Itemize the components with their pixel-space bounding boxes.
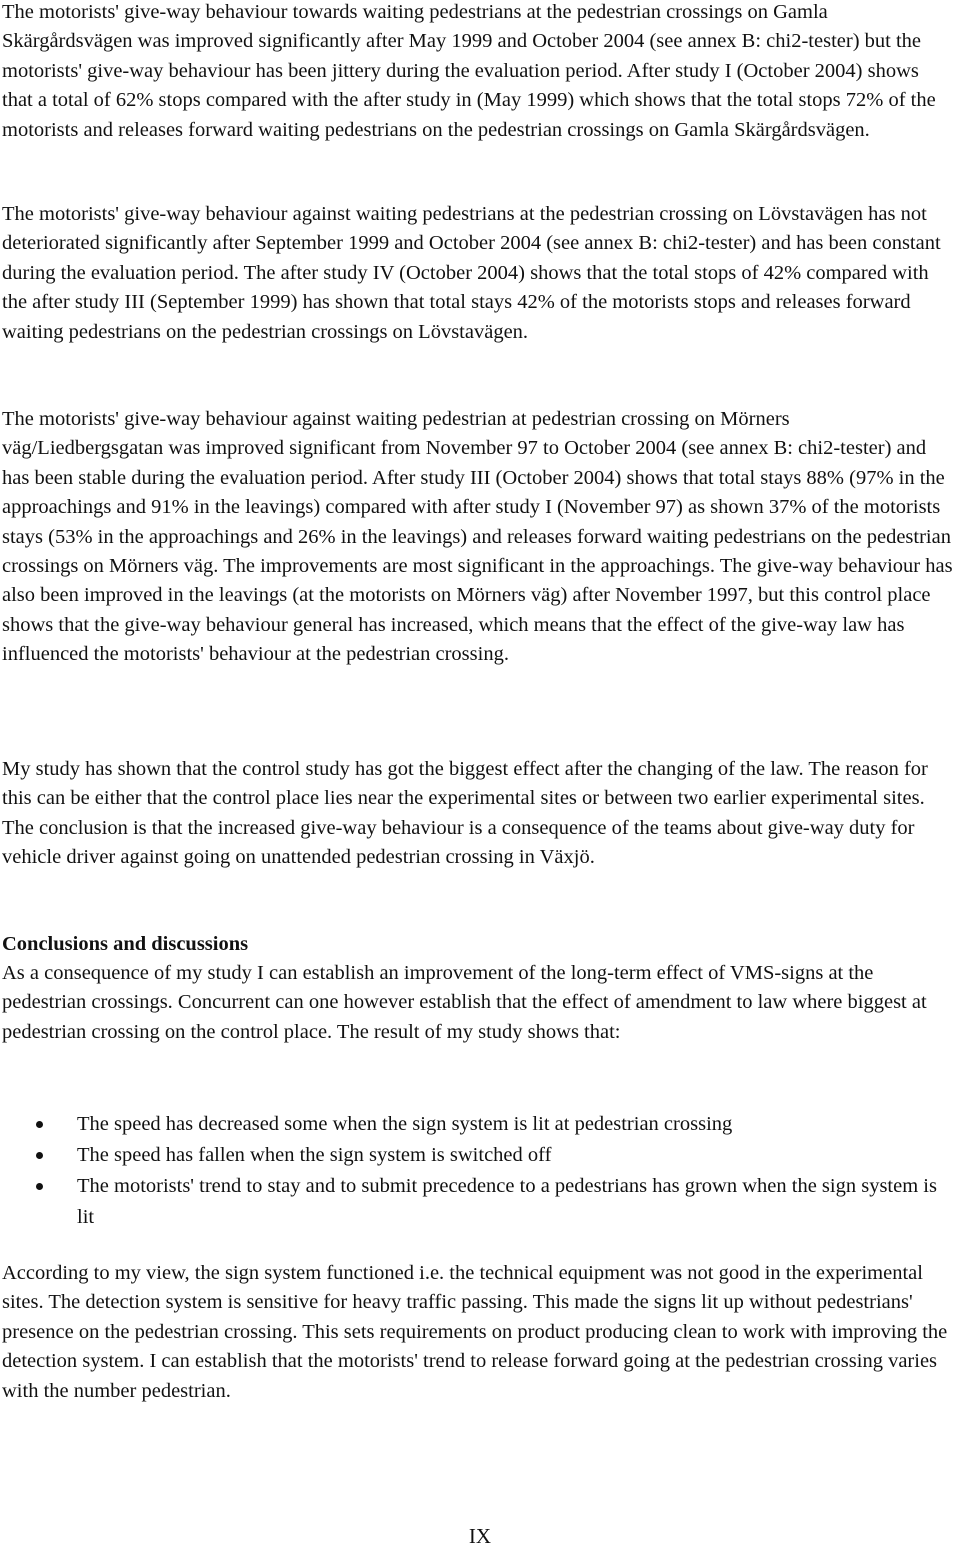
closing-paragraph: According to my view, the sign system functioned i.e. the technical equipment was not good in the experimental sites. The detection system is sensitive for heavy traffic passing. This made the signs lit up without pedestrians' presence on the pedestrian crossing. This sets requirements on product producing clean to work with improving the detection system. I can establish that the motorists' trend to release forward going at the pedestrian crossing varies with the number pedestrian. [2,1262,948,1402]
bullet-icon [36,1183,43,1190]
list-item-text: The speed has fallen when the sign system is switched off [77,1144,552,1166]
paragraph-morners-vag: The motorists' give-way behaviour against waiting pedestrian at pedestrian crossing on Mörners väg/Liedbergsgatan was improved significant from November 97 to October 2004 (see annex B: chi2-tester) and has been stable during the evaluation period. After study III (October 2004) shows that total stays 88% (97% in the approachings and 91% in the leavings) compared with after study I (November 97) as shown 37% of the motorists stays (53% in the approachings and 26% in the leavings) and releases forward waiting pedestrians on the pedestrian crossings on Mörners väg. The improvements are most significant in the approachings. The give-way behaviour has also been improved in the leavings (at the motorists on Mörners väg) after November 1997, but this control place shows that the give-way behaviour general has increased, which means that the effect of the give-way law has influenced the motorists' behaviour at the pedestrian crossing. [2,408,953,666]
list-item [0,1171,950,1233]
list-item [0,1109,950,1140]
paragraph-gamla-skargardsvagen: The motorists' give-way behaviour towards waiting pedestrians at the pedestrian crossings on Gamla Skärgårdsvägen was improved significantly after May 1999 and October 2004 (see annex B: chi2-tester) but the motorists' give-way behaviour has been jittery during the evaluation period. After study I (October 2004) shows that a total of 62% stops compared with the after study in (May 1999) which shows that the total stops 72% of the motorists and releases forward waiting pedestrians on the pedestrian crossings on Gamla Skärgårdsvägen. [2,1,936,141]
list-item [0,1140,950,1171]
page-number: IX [468,1524,492,1548]
section-heading: Conclusions and discussions [2,933,249,955]
list-item-text: The motorists' trend to stay and to submit precedence to a pedestrians has grown when the sign system is lit [77,1175,937,1228]
results-bullet-list [0,1109,950,1233]
paragraph-lovstavagen: The motorists' give-way behaviour against waiting pedestrians at the pedestrian crossing on Lövstavägen has not deteriorated significantly after September 1999 and October 2004 (see annex B: chi2-tester) and has been constant during the evaluation period. The after study IV (October 2004) shows that the total stops of 42% compared with the after study III (September 1999) has shown that total stays 42% of the motorists stops and releases forward waiting pedestrians on the pedestrian crossings on Lövstavägen. [2,203,941,343]
bullet-icon [36,1121,43,1128]
bullet-icon [36,1152,43,1159]
section-intro-paragraph: As a consequence of my study I can establish an improvement of the long-term effect of VMS-signs at the pedestrian crossings. Concurrent can one however establish that the effect of amendment to law where biggest at pedestrian crossing on the control place. The result of my study shows that: [2,962,927,1043]
paragraph-control-study: My study has shown that the control study has got the biggest effect after the changing of the law. The reason for this can be either that the control place lies near the experimental sites or between two earlier experimental sites. The conclusion is that the increased give-way behaviour is a consequence of the teams about give-way duty for vehicle driver against going on unattended pedestrian crossing in Växjö. [2,758,928,869]
list-item-text: The speed has decreased some when the sign system is lit at pedestrian crossing [77,1113,733,1135]
